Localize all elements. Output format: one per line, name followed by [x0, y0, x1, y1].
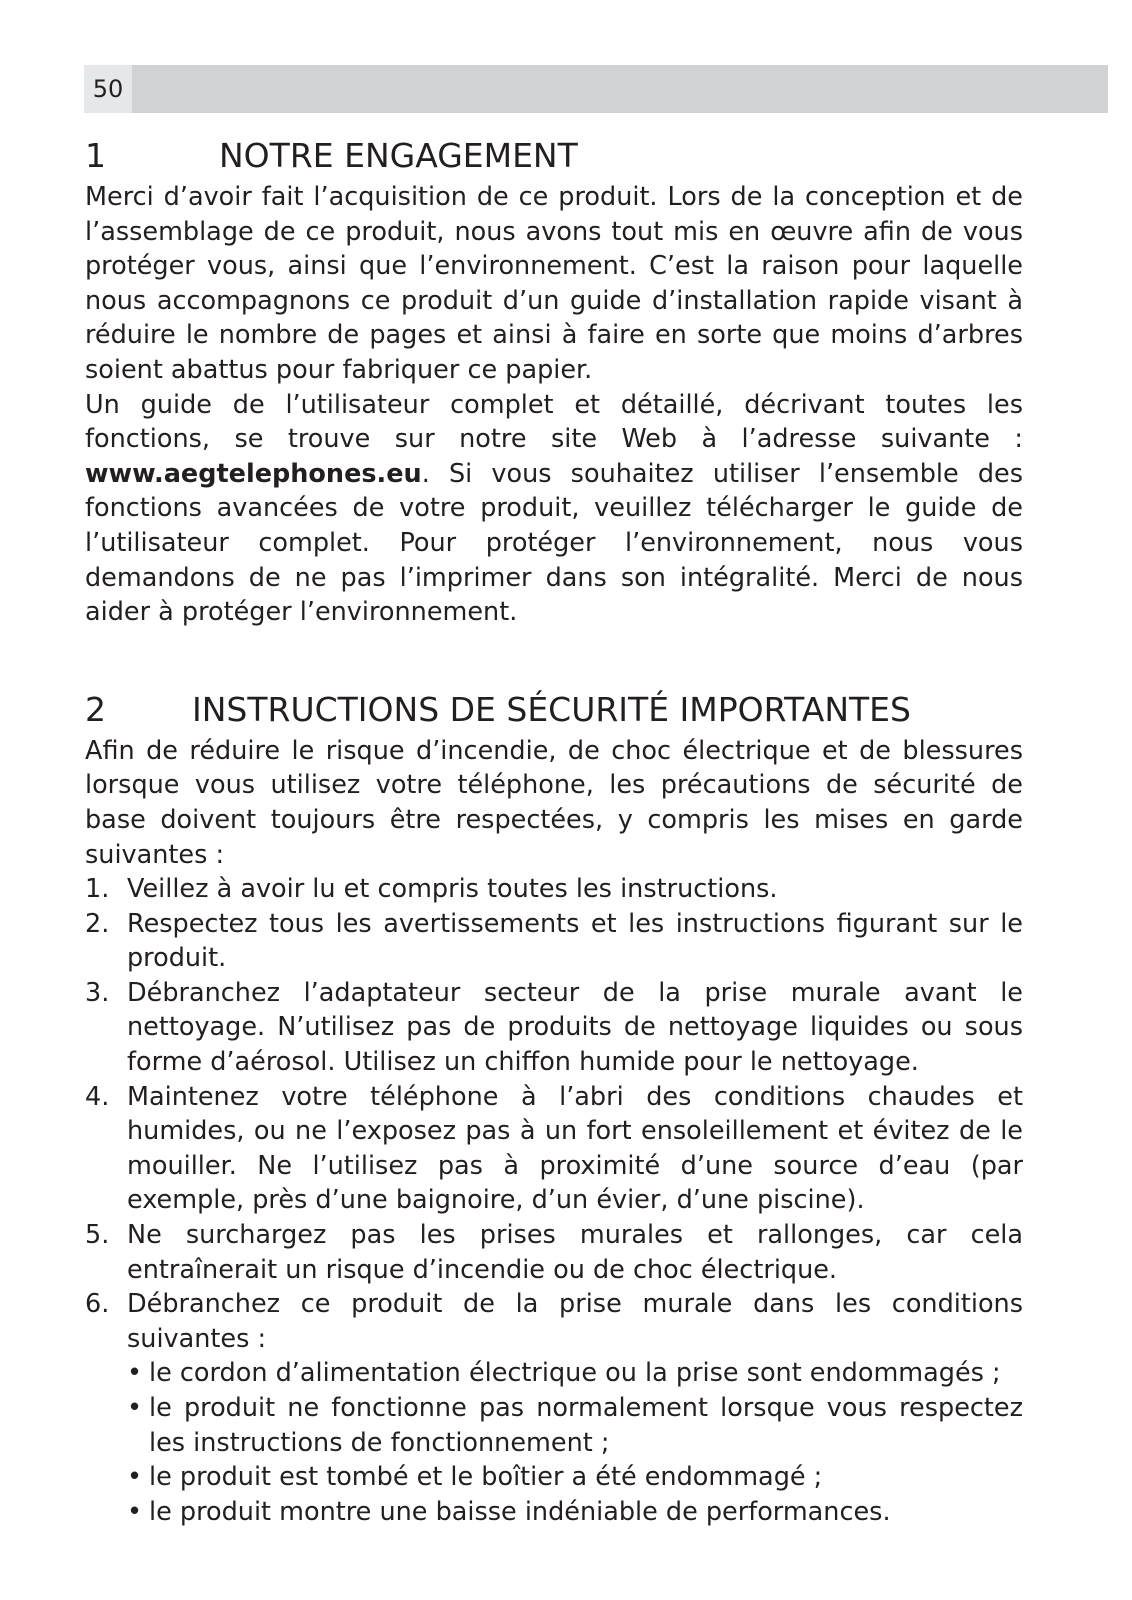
instruction-item: [85, 1218, 1023, 1287]
bullet-item: [127, 1495, 1023, 1530]
bullet-icon: •: [127, 1496, 143, 1527]
section-1-title: NOTRE ENGAGEMENT: [219, 136, 578, 175]
section-spacer: [85, 630, 1023, 686]
section-1-number: 1: [85, 136, 106, 175]
section-2-title: INSTRUCTIONS DE SÉCURITÉ IMPORTANTES: [192, 689, 911, 729]
bullet-text: le produit ne fonctionne pas normalement lorsque vous respectez les instructions de fonctionnement ;: [149, 1393, 1023, 1458]
instruction-text: Débranchez l’adaptateur secteur de la prise murale avant le nettoyage. N’utilisez pas de produits de nettoyage liquides ou sous forme d’aérosol. Utilisez un chiffon humide pour le nettoyage.: [127, 977, 1023, 1078]
bullet-item: [127, 1391, 1023, 1460]
paragraph-2-text-start: Un guide de l’utilisateur complet et détaillé, décrivant toutes les fonctions, se trouve sur notre site Web à l’adresse suivante :: [85, 389, 1023, 455]
instruction-item: [85, 872, 1023, 907]
section-1-paragraph-2: [85, 388, 1023, 630]
instruction-number: 3.: [85, 977, 110, 1008]
instruction-item: [85, 1080, 1023, 1218]
instruction-number: 6.: [85, 1289, 110, 1320]
bullet-text: le produit montre une baisse indéniable de performances.: [149, 1496, 891, 1527]
page-number: 50: [84, 65, 132, 113]
instruction-item: [85, 976, 1023, 1080]
instruction-text: Ne surchargez pas les prises murales et rallonges, car cela entraînerait un risque d’incendie ou de choc électrique.: [127, 1220, 1023, 1285]
header-bar: [84, 65, 1108, 113]
unplug-conditions-list: [127, 1356, 1023, 1529]
instruction-number: 1.: [85, 874, 110, 905]
instruction-number: 5.: [85, 1220, 110, 1251]
instruction-text: Veillez à avoir lu et compris toutes les instructions.: [127, 874, 778, 905]
instruction-text: Respectez tous les avertissements et les instructions figurant sur le produit.: [127, 908, 1023, 974]
paragraph-2-text-end: . Si vous souhaitez utiliser l’ensemble des fonctions avancées de votre produit, veuillez télécharger le guide de l’utilisateur complet. Pour protéger l’environnement, nous vous demandons de ne pas l’imprimer dans son intégralité. Merci de nous aider à protéger l’environnement.: [85, 458, 1023, 628]
bullet-icon: •: [127, 1393, 143, 1423]
instruction-text: Maintenez votre téléphone à l’abri des conditions chaudes et humides, ou ne l’exposez pas à un fort ensoleillement et évitez de le mouiller. Ne l’utilisez pas à proximité d’une source d’eau (par exemple, près d’une baignoire, d’un évier, d’une piscine).: [127, 1081, 1023, 1216]
page-content: [85, 132, 1023, 1529]
section-2-heading: [85, 686, 1023, 734]
instruction-number: 2.: [85, 908, 110, 939]
bullet-text: le produit est tombé et le boîtier a été endommagé ;: [149, 1462, 823, 1493]
bullet-item: [127, 1460, 1023, 1495]
section-2-number: 2: [85, 689, 106, 729]
bullet-icon: •: [127, 1462, 143, 1493]
instruction-item: [85, 1287, 1023, 1529]
instruction-text: Débranchez ce produit de la prise murale dans les conditions suivantes :: [127, 1289, 1023, 1354]
website-link[interactable]: www.aegtelephones.eu: [85, 458, 422, 489]
bullet-text: le cordon d’alimentation électrique ou la prise sont endommagés ;: [149, 1358, 1001, 1389]
bullet-item: [127, 1356, 1023, 1391]
section-2-intro: Afin de réduire le risque d’incendie, de choc électrique et de blessures lorsque vous utilisez votre téléphone, les précautions de sécurité de base doivent toujours être respectées, y compris les mises en garde suivantes :: [85, 735, 1023, 870]
section-1-paragraph-1: Merci d’avoir fait l’acquisition de ce produit. Lors de la conception et de l’assemblage de ce produit, nous avons tout mis en œuvre afin de vous protéger vous, ainsi que l’environnement. C’est la raison pour laquelle nous accompagnons ce produit d’un guide d’installation rapide visant à réduire le nombre de pages et ainsi à faire en sorte que moins d’arbres soient abattus pour fabriquer ce papier.: [85, 182, 1023, 385]
bullet-icon: •: [127, 1358, 143, 1389]
instruction-number: 4.: [85, 1081, 110, 1112]
section-1-heading: [85, 132, 1023, 180]
instruction-item: [85, 907, 1023, 976]
safety-instructions-list: [85, 872, 1023, 1529]
